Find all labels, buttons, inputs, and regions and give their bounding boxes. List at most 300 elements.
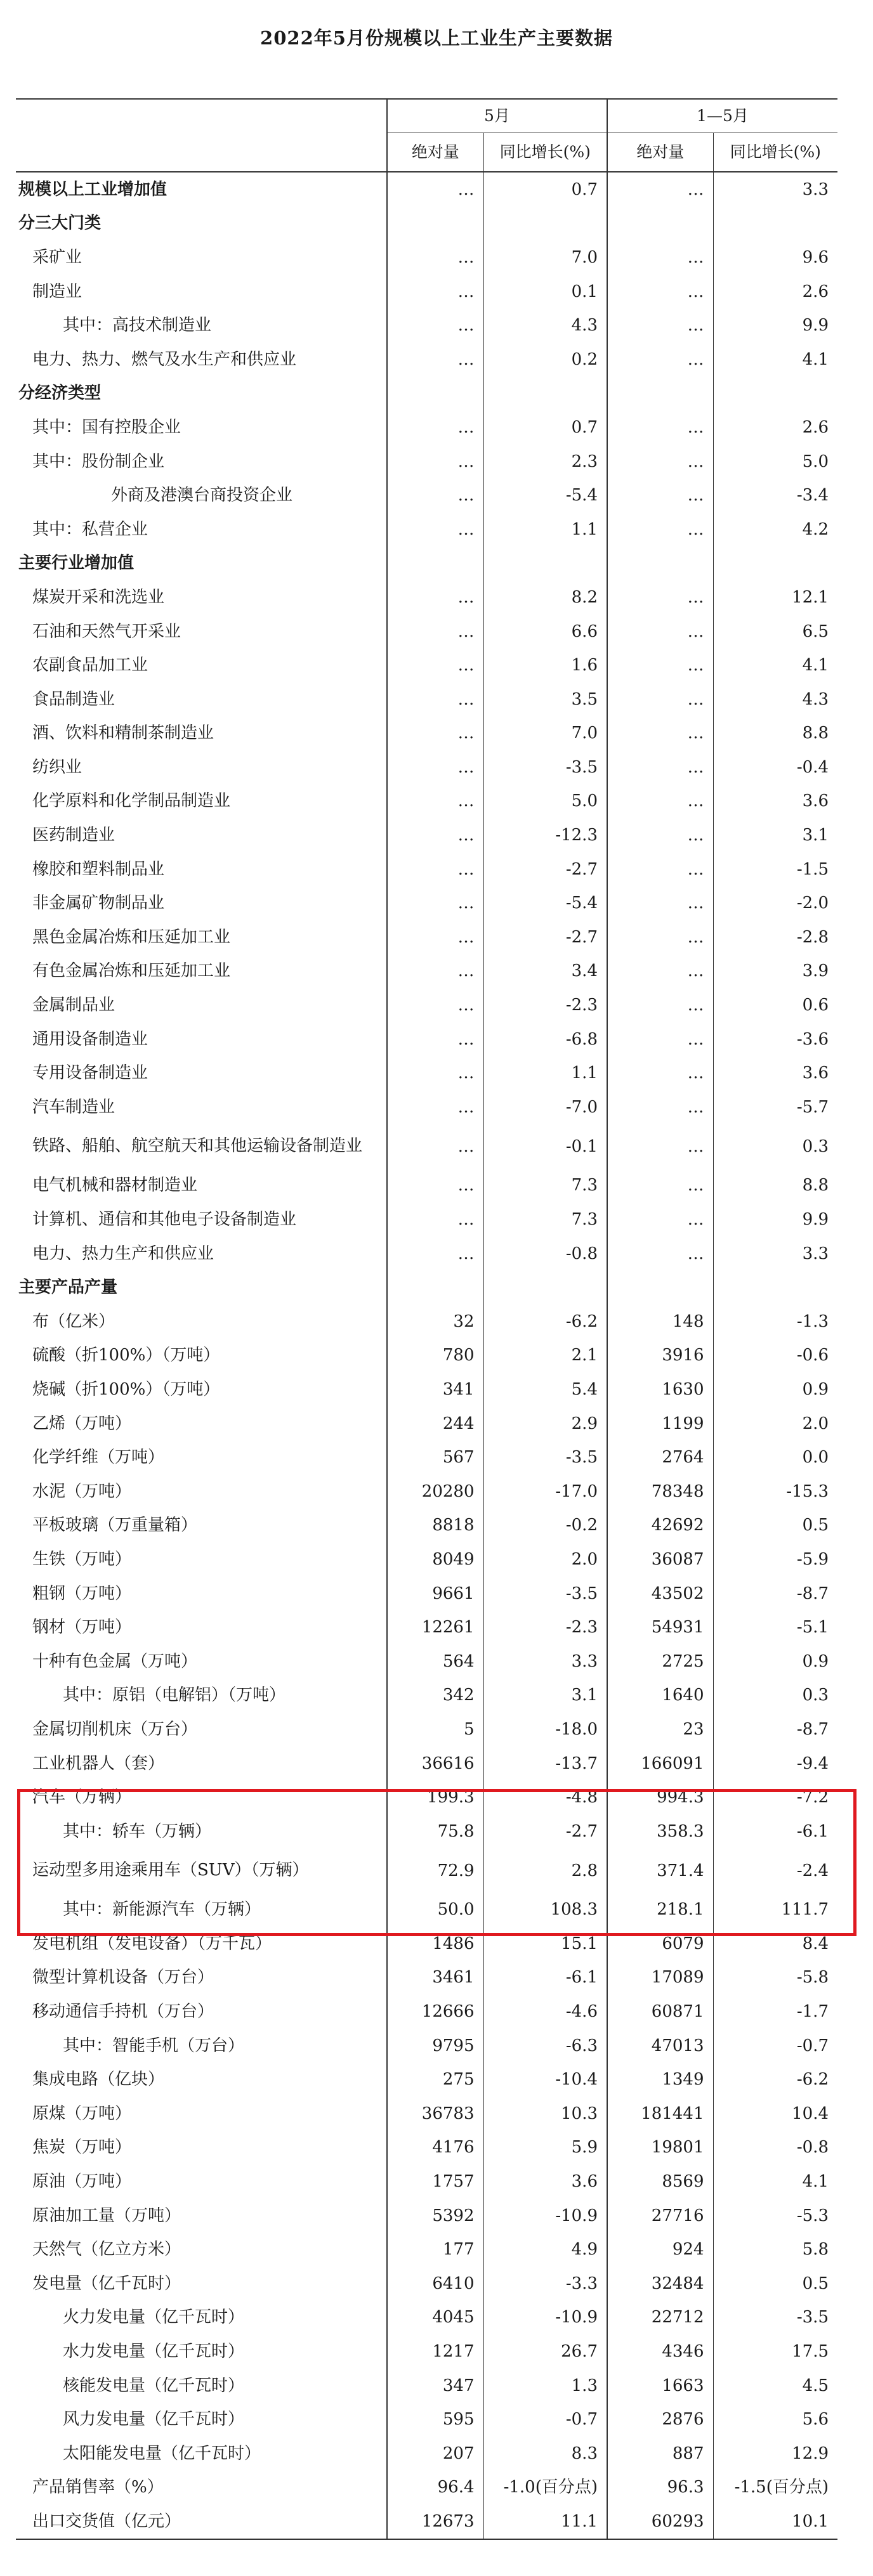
abs-ytd-cell: … xyxy=(607,172,713,207)
row-label: 粗钢（万吨） xyxy=(32,1584,132,1603)
abs-ytd-cell: 43502 xyxy=(607,1577,713,1611)
abs-ytd-cell: … xyxy=(607,717,713,751)
table-row xyxy=(16,648,837,682)
row-label: 移动通信手持机（万台） xyxy=(32,2002,214,2022)
yoy-ytd-cell: 0.3 xyxy=(713,1124,837,1169)
row-label: 硫酸（折100%）（万吨） xyxy=(32,1346,220,1365)
abs-may-cell: … xyxy=(387,1022,483,1057)
abs-may-cell: … xyxy=(387,852,483,887)
table-row xyxy=(16,1994,837,2029)
row-label: 平板玻璃（万重量箱） xyxy=(32,1516,198,1535)
yoy-ytd-cell: 17.5 xyxy=(713,2334,837,2369)
row-label: 水力发电量（亿千瓦时） xyxy=(63,2342,245,2362)
abs-may-cell: … xyxy=(387,308,483,342)
abs-may-cell: 8049 xyxy=(387,1542,483,1577)
table-row xyxy=(16,1780,837,1814)
yoy-may-cell: -4.6 xyxy=(483,1994,607,2029)
table-row xyxy=(16,2199,837,2233)
abs-may-cell: … xyxy=(387,818,483,852)
table-row xyxy=(16,1849,837,1893)
abs-may-cell: … xyxy=(387,682,483,717)
table-row xyxy=(16,2164,837,2199)
abs-may-cell: … xyxy=(387,750,483,784)
abs-ytd-cell: … xyxy=(607,478,713,512)
yoy-may-cell: 6.6 xyxy=(483,615,607,649)
row-label: 电气机械和器材制造业 xyxy=(32,1176,198,1195)
abs-may-cell: … xyxy=(387,784,483,819)
abs-ytd-cell: 2764 xyxy=(607,1440,713,1474)
abs-ytd-cell: … xyxy=(607,784,713,819)
abs-may-cell xyxy=(387,377,483,411)
table-row xyxy=(16,1202,837,1237)
row-label: 采矿业 xyxy=(32,247,82,267)
abs-may-cell: 75.8 xyxy=(387,1814,483,1849)
table-row xyxy=(16,2504,837,2539)
yoy-ytd-cell: -0.8 xyxy=(713,2131,837,2165)
table-row xyxy=(16,2097,837,2131)
abs-may-cell: … xyxy=(387,410,483,445)
yoy-ytd-cell: -8.7 xyxy=(713,1577,837,1611)
row-label: 石油和天然气开采业 xyxy=(32,621,181,641)
yoy-ytd-cell: 5.6 xyxy=(713,2402,837,2436)
abs-may-cell: 36783 xyxy=(387,2097,483,2131)
yoy-ytd-cell: -2.0 xyxy=(713,886,837,920)
header-blank xyxy=(16,133,387,172)
yoy-may-cell: 2.0 xyxy=(483,1542,607,1577)
table-row xyxy=(16,512,837,547)
header-period-may: 5月 xyxy=(387,99,607,133)
yoy-may-cell: 0.1 xyxy=(483,275,607,309)
abs-may-cell: 50.0 xyxy=(387,1893,483,1927)
abs-ytd-cell: … xyxy=(607,1202,713,1237)
abs-ytd-cell: 1640 xyxy=(607,1679,713,1713)
abs-ytd-cell: 32484 xyxy=(607,2267,713,2301)
yoy-ytd-cell: 3.1 xyxy=(713,818,837,852)
abs-may-cell: … xyxy=(387,886,483,920)
table-row xyxy=(16,172,837,207)
yoy-ytd-cell: 6.5 xyxy=(713,615,837,649)
row-label: 原油加工量（万吨） xyxy=(32,2206,181,2225)
table-row xyxy=(16,750,837,784)
yoy-may-cell: 108.3 xyxy=(483,1893,607,1927)
yoy-ytd-cell: 0.9 xyxy=(713,1372,837,1407)
yoy-may-cell: -13.7 xyxy=(483,1747,607,1781)
row-label: 计算机、通信和其他电子设备制造业 xyxy=(32,1210,297,1230)
row-label: 其中：原铝（电解铝）（万吨） xyxy=(63,1686,286,1705)
abs-ytd-cell: … xyxy=(607,1090,713,1124)
yoy-may-cell: -2.7 xyxy=(483,920,607,954)
yoy-may-cell: -1.0(百分点) xyxy=(483,2471,607,2505)
yoy-may-cell: 1.1 xyxy=(483,512,607,547)
yoy-ytd-cell: -1.5 xyxy=(713,852,837,887)
row-label: 工业机器人（套） xyxy=(32,1753,165,1773)
abs-may-cell: 12673 xyxy=(387,2504,483,2539)
yoy-may-cell: -5.4 xyxy=(483,478,607,512)
table-row xyxy=(16,1747,837,1781)
abs-ytd-cell: … xyxy=(607,954,713,989)
abs-may-cell: 8818 xyxy=(387,1509,483,1543)
yoy-may-cell: 0.7 xyxy=(483,410,607,445)
yoy-may-cell: 3.4 xyxy=(483,954,607,989)
abs-may-cell: 12666 xyxy=(387,1994,483,2029)
row-label: 专用设备制造业 xyxy=(32,1064,148,1083)
table-row xyxy=(16,1169,837,1203)
table-row xyxy=(16,580,837,615)
yoy-ytd-cell: -0.4 xyxy=(713,750,837,784)
row-label: 其中：私营企业 xyxy=(32,519,148,539)
yoy-ytd-cell: -5.1 xyxy=(713,1610,837,1644)
row-label: 钢材（万吨） xyxy=(32,1618,132,1637)
row-label: 煤炭开采和洗选业 xyxy=(32,587,165,607)
yoy-may-cell xyxy=(483,207,607,241)
abs-ytd-cell: … xyxy=(607,920,713,954)
table-row xyxy=(16,920,837,954)
row-label: 外商及港澳台商投资企业 xyxy=(111,486,293,505)
yoy-may-cell: -6.1 xyxy=(483,1961,607,1995)
row-label: 发电量（亿千瓦时） xyxy=(32,2274,181,2293)
row-label: 乙烯（万吨） xyxy=(32,1414,132,1433)
abs-ytd-cell: 924 xyxy=(607,2232,713,2267)
table-row xyxy=(16,1712,837,1747)
yoy-may-cell: -0.2 xyxy=(483,1509,607,1543)
abs-ytd-cell: 4346 xyxy=(607,2334,713,2369)
yoy-ytd-cell: 3.9 xyxy=(713,954,837,989)
yoy-ytd-cell: 2.0 xyxy=(713,1407,837,1441)
abs-may-cell: 9795 xyxy=(387,2029,483,2063)
yoy-may-cell: -18.0 xyxy=(483,1712,607,1747)
abs-may-cell: 341 xyxy=(387,1372,483,1407)
row-label: 主要行业增加值 xyxy=(18,554,135,573)
abs-may-cell: 1486 xyxy=(387,1927,483,1961)
abs-ytd-cell: 27716 xyxy=(607,2199,713,2233)
abs-ytd-cell: 358.3 xyxy=(607,1814,713,1849)
yoy-ytd-cell: 12.1 xyxy=(713,580,837,615)
abs-ytd-cell: 3916 xyxy=(607,1339,713,1373)
yoy-may-cell: 2.1 xyxy=(483,1339,607,1373)
yoy-ytd-cell: -2.4 xyxy=(713,1849,837,1893)
yoy-ytd-cell: -1.7 xyxy=(713,1994,837,2029)
abs-ytd-cell: 887 xyxy=(607,2436,713,2471)
yoy-may-cell: -3.3 xyxy=(483,2267,607,2301)
yoy-may-cell: -7.0 xyxy=(483,1090,607,1124)
table-row xyxy=(16,784,837,819)
yoy-ytd-cell xyxy=(713,377,837,411)
yoy-may-cell: 7.0 xyxy=(483,717,607,751)
abs-may-cell: 3461 xyxy=(387,1961,483,1995)
table-row xyxy=(16,410,837,445)
yoy-ytd-cell xyxy=(713,547,837,581)
yoy-ytd-cell xyxy=(713,207,837,241)
abs-ytd-cell: 78348 xyxy=(607,1474,713,1509)
abs-ytd-cell xyxy=(607,377,713,411)
yoy-may-cell: 5.0 xyxy=(483,784,607,819)
table-row xyxy=(16,1644,837,1679)
abs-ytd-cell: 2876 xyxy=(607,2402,713,2436)
yoy-may-cell: 7.3 xyxy=(483,1169,607,1203)
yoy-ytd-cell: 0.5 xyxy=(713,1509,837,1543)
yoy-ytd-cell: -2.8 xyxy=(713,920,837,954)
abs-may-cell: 1217 xyxy=(387,2334,483,2369)
abs-may-cell: … xyxy=(387,580,483,615)
row-label: 铁路、船舶、航空航天和其他运输设备制造业 xyxy=(32,1136,363,1156)
yoy-ytd-cell: 3.3 xyxy=(713,1237,837,1271)
yoy-ytd-cell: -6.2 xyxy=(713,2062,837,2097)
table-row xyxy=(16,1679,837,1713)
row-label: 火力发电量（亿千瓦时） xyxy=(63,2308,245,2327)
yoy-ytd-cell: 3.6 xyxy=(713,784,837,819)
abs-may-cell: 4176 xyxy=(387,2131,483,2165)
yoy-ytd-cell: 3.3 xyxy=(713,172,837,207)
abs-ytd-cell: 60293 xyxy=(607,2504,713,2539)
abs-ytd-cell: 994.3 xyxy=(607,1780,713,1814)
table-row xyxy=(16,2301,837,2335)
yoy-may-cell: 3.5 xyxy=(483,682,607,717)
yoy-may-cell: 1.6 xyxy=(483,648,607,682)
yoy-may-cell: 2.9 xyxy=(483,1407,607,1441)
yoy-ytd-cell: -3.5 xyxy=(713,2301,837,2335)
table-row xyxy=(16,1893,837,1927)
row-label: 食品制造业 xyxy=(32,689,115,709)
abs-may-cell: … xyxy=(387,954,483,989)
yoy-may-cell: -3.5 xyxy=(483,1440,607,1474)
abs-may-cell: 12261 xyxy=(387,1610,483,1644)
abs-may-cell: … xyxy=(387,717,483,751)
abs-may-cell: 342 xyxy=(387,1679,483,1713)
yoy-may-cell: 3.3 xyxy=(483,1644,607,1679)
table-row xyxy=(16,1304,837,1339)
row-label: 纺织业 xyxy=(32,757,82,777)
table-row xyxy=(16,818,837,852)
yoy-ytd-cell: -8.7 xyxy=(713,1712,837,1747)
table-row xyxy=(16,2131,837,2165)
abs-may-cell: … xyxy=(387,1169,483,1203)
table-row xyxy=(16,377,837,411)
abs-may-cell: … xyxy=(387,342,483,377)
yoy-ytd-cell: 0.3 xyxy=(713,1679,837,1713)
header-item-cell xyxy=(16,99,387,133)
yoy-may-cell xyxy=(483,547,607,581)
table-row xyxy=(16,1124,837,1169)
row-label: 核能发电量（亿千瓦时） xyxy=(63,2376,245,2395)
abs-ytd-cell: 1199 xyxy=(607,1407,713,1441)
table-row xyxy=(16,1237,837,1271)
table-row xyxy=(16,1407,837,1441)
abs-may-cell: 96.4 xyxy=(387,2471,483,2505)
abs-ytd-cell: … xyxy=(607,445,713,479)
row-label: 汽车（万辆） xyxy=(32,1788,132,1807)
yoy-ytd-cell: 3.6 xyxy=(713,1056,837,1090)
abs-ytd-cell: … xyxy=(607,240,713,275)
row-label: 电力、热力、燃气及水生产和供应业 xyxy=(32,349,297,369)
abs-ytd-cell: 1663 xyxy=(607,2369,713,2403)
abs-ytd-cell: 218.1 xyxy=(607,1893,713,1927)
header-period-jan-may: 1—5月 xyxy=(607,99,837,133)
yoy-ytd-cell: 0.5 xyxy=(713,2267,837,2301)
abs-may-cell: 347 xyxy=(387,2369,483,2403)
row-label: 其中：股份制企业 xyxy=(32,452,165,471)
row-label: 布（亿米） xyxy=(32,1311,115,1331)
yoy-ytd-cell: 2.6 xyxy=(713,410,837,445)
row-label: 其中：国有控股企业 xyxy=(32,417,181,437)
abs-ytd-cell: 22712 xyxy=(607,2301,713,2335)
yoy-may-cell: -17.0 xyxy=(483,1474,607,1509)
table-row xyxy=(16,1814,837,1849)
abs-may-cell: 4045 xyxy=(387,2301,483,2335)
row-label: 电力、热力生产和供应业 xyxy=(32,1244,214,1263)
abs-may-cell: 244 xyxy=(387,1407,483,1441)
yoy-may-cell: 2.8 xyxy=(483,1849,607,1893)
abs-ytd-cell: … xyxy=(607,615,713,649)
row-label: 其中：轿车（万辆） xyxy=(63,1821,212,1841)
table-row xyxy=(16,1270,837,1304)
abs-ytd-cell: … xyxy=(607,512,713,547)
abs-may-cell xyxy=(387,207,483,241)
yoy-may-cell: -2.7 xyxy=(483,1814,607,1849)
row-label: 橡胶和塑料制品业 xyxy=(32,859,165,879)
table-row xyxy=(16,2232,837,2267)
yoy-ytd-cell: -1.3 xyxy=(713,1304,837,1339)
header-yoy-ytd: 同比增长(%) xyxy=(713,133,837,172)
yoy-ytd-cell: 8.4 xyxy=(713,1927,837,1961)
yoy-ytd-cell: 9.9 xyxy=(713,1202,837,1237)
abs-may-cell: … xyxy=(387,920,483,954)
abs-may-cell: … xyxy=(387,445,483,479)
yoy-may-cell xyxy=(483,377,607,411)
abs-may-cell: 32 xyxy=(387,1304,483,1339)
yoy-may-cell: -6.2 xyxy=(483,1304,607,1339)
yoy-may-cell: 1.1 xyxy=(483,1056,607,1090)
row-label: 酒、饮料和精制茶制造业 xyxy=(32,724,214,743)
yoy-ytd-cell: 111.7 xyxy=(713,1893,837,1927)
yoy-ytd-cell: -5.7 xyxy=(713,1090,837,1124)
table-row xyxy=(16,1927,837,1961)
yoy-ytd-cell: 5.8 xyxy=(713,2232,837,2267)
abs-ytd-cell: … xyxy=(607,275,713,309)
row-label: 太阳能发电量（亿千瓦时） xyxy=(63,2443,261,2463)
abs-ytd-cell: 8569 xyxy=(607,2164,713,2199)
table-row xyxy=(16,308,837,342)
abs-may-cell: … xyxy=(387,648,483,682)
header-abs-ytd: 绝对量 xyxy=(607,133,713,172)
row-label: 十种有色金属（万吨） xyxy=(32,1651,198,1671)
abs-may-cell: … xyxy=(387,1202,483,1237)
table-row xyxy=(16,682,837,717)
table-row xyxy=(16,2334,837,2369)
abs-may-cell xyxy=(387,547,483,581)
row-label: 其中：高技术制造业 xyxy=(63,316,212,335)
yoy-may-cell: 8.2 xyxy=(483,580,607,615)
row-label: 非金属矿物制品业 xyxy=(32,894,165,913)
abs-ytd-cell: … xyxy=(607,1022,713,1057)
row-label: 集成电路（亿块） xyxy=(32,2070,165,2090)
table-row xyxy=(16,2062,837,2097)
yoy-may-cell: 1.3 xyxy=(483,2369,607,2403)
table-row xyxy=(16,2029,837,2063)
row-label: 有色金属冶炼和压延加工业 xyxy=(32,961,231,981)
yoy-may-cell: 11.1 xyxy=(483,2504,607,2539)
header-abs-may: 绝对量 xyxy=(387,133,483,172)
abs-may-cell: … xyxy=(387,172,483,207)
row-label: 发电机组（发电设备）（万千瓦） xyxy=(32,1934,272,1953)
row-label: 其中：新能源汽车（万辆） xyxy=(63,1900,261,1920)
yoy-may-cell: 7.0 xyxy=(483,240,607,275)
yoy-ytd-cell: -9.4 xyxy=(713,1747,837,1781)
yoy-may-cell: 26.7 xyxy=(483,2334,607,2369)
abs-may-cell: … xyxy=(387,275,483,309)
table-row xyxy=(16,1056,837,1090)
abs-ytd-cell: … xyxy=(607,342,713,377)
table-row xyxy=(16,1961,837,1995)
abs-ytd-cell: … xyxy=(607,1237,713,1271)
abs-may-cell: … xyxy=(387,512,483,547)
abs-ytd-cell: … xyxy=(607,580,713,615)
abs-may-cell xyxy=(387,1270,483,1304)
abs-may-cell: 177 xyxy=(387,2232,483,2267)
yoy-ytd-cell: 8.8 xyxy=(713,717,837,751)
table-row xyxy=(16,207,837,241)
abs-may-cell: 1757 xyxy=(387,2164,483,2199)
row-label: 烧碱（折100%）（万吨） xyxy=(32,1379,220,1399)
yoy-may-cell: -0.8 xyxy=(483,1237,607,1271)
abs-may-cell: 5392 xyxy=(387,2199,483,2233)
yoy-ytd-cell: -15.3 xyxy=(713,1474,837,1509)
yoy-may-cell: 5.9 xyxy=(483,2131,607,2165)
yoy-may-cell: 5.4 xyxy=(483,1372,607,1407)
abs-may-cell: … xyxy=(387,1124,483,1169)
abs-ytd-cell xyxy=(607,547,713,581)
header-yoy-may: 同比增长(%) xyxy=(483,133,607,172)
yoy-may-cell: -10.4 xyxy=(483,2062,607,2097)
table-row xyxy=(16,1542,837,1577)
table-row xyxy=(16,1577,837,1611)
table-row xyxy=(16,2369,837,2403)
yoy-may-cell: -3.5 xyxy=(483,1577,607,1611)
row-label: 汽车制造业 xyxy=(32,1097,115,1117)
abs-may-cell: … xyxy=(387,240,483,275)
row-label: 分经济类型 xyxy=(18,384,102,403)
abs-may-cell: … xyxy=(387,988,483,1022)
row-label: 微型计算机设备（万台） xyxy=(32,1968,214,1987)
table-row xyxy=(16,1440,837,1474)
table-row xyxy=(16,717,837,751)
abs-ytd-cell: … xyxy=(607,1124,713,1169)
yoy-ytd-cell: 4.5 xyxy=(713,2369,837,2403)
yoy-may-cell: 4.9 xyxy=(483,2232,607,2267)
abs-ytd-cell xyxy=(607,207,713,241)
abs-ytd-cell: 96.3 xyxy=(607,2471,713,2505)
yoy-ytd-cell: 0.9 xyxy=(713,1644,837,1679)
abs-ytd-cell: 17089 xyxy=(607,1961,713,1995)
row-label: 运动型多用途乘用车（SUV）（万辆） xyxy=(32,1861,309,1880)
yoy-may-cell: -10.9 xyxy=(483,2301,607,2335)
abs-ytd-cell: 1630 xyxy=(607,1372,713,1407)
row-label: 原煤（万吨） xyxy=(32,2104,132,2123)
table-row xyxy=(16,615,837,649)
table-row xyxy=(16,1022,837,1057)
yoy-may-cell: -12.3 xyxy=(483,818,607,852)
row-label: 产品销售率（%） xyxy=(32,2478,164,2497)
yoy-ytd-cell: 4.2 xyxy=(713,512,837,547)
abs-ytd-cell: 6079 xyxy=(607,1927,713,1961)
yoy-may-cell: 0.7 xyxy=(483,172,607,207)
yoy-ytd-cell: 12.9 xyxy=(713,2436,837,2471)
yoy-may-cell: 3.1 xyxy=(483,1679,607,1713)
row-label: 焦炭（万吨） xyxy=(32,2138,132,2157)
yoy-may-cell: -6.8 xyxy=(483,1022,607,1057)
yoy-ytd-cell: -5.3 xyxy=(713,2199,837,2233)
yoy-ytd-cell: -0.6 xyxy=(713,1339,837,1373)
yoy-may-cell: -0.1 xyxy=(483,1124,607,1169)
